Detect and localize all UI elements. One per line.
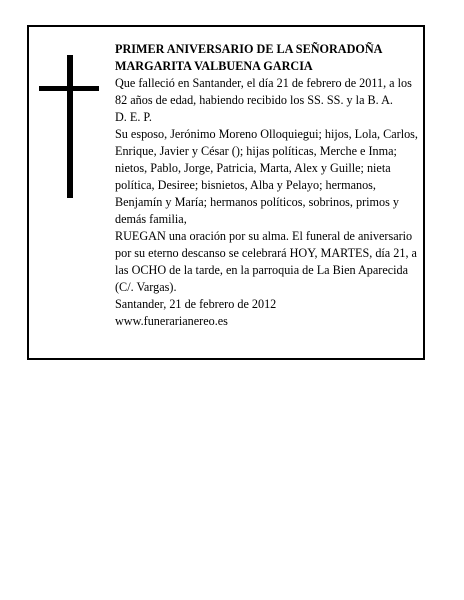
notice-title-line-1: PRIMER ANIVERSARIO DE LA SEÑORADOÑA [115, 42, 383, 56]
notice-paragraph-funeral: RUEGAN una oración por su alma. El funeral de aniversario por su eterno descanso se celebrará HOY, MARTES, día 21, a las OCHO de la tarde, en la parroquia de La Bien Aparecida (C/. Vargas). [115, 229, 417, 294]
notice-paragraph-dep: D. E. P. [115, 110, 152, 124]
notice-paragraph-death: Que falleció en Santander, el día 21 de febrero de 2011, a los 82 años de edad, habiendo recibido los SS. SS. y la B. A. [115, 76, 412, 107]
notice-title-line-2: MARGARITA VALBUENA GARCIA [115, 59, 313, 73]
notice-paragraph-website: www.funerarianereo.es [115, 314, 228, 328]
notice-paragraph-date: Santander, 21 de febrero de 2012 [115, 297, 277, 311]
cross-vertical-bar [67, 55, 73, 198]
notice-text [115, 41, 423, 330]
notice-paragraph-family: Su esposo, Jerónimo Moreno Olloquiegui; hijos, Lola, Carlos, Enrique, Javier y César (); hijas políticas, Merche e Inma; nietos, Pablo, Jorge, Patricia, Marta, Alex y Guille; nieta política, Desiree; bisnietos, Alba y Pelayo; hermanos, Benjamín y María; hermanos políticos, sobrinos, primos y demás familia, [115, 127, 418, 226]
obituary-notice-box [27, 25, 425, 360]
cross-horizontal-bar [39, 86, 99, 91]
